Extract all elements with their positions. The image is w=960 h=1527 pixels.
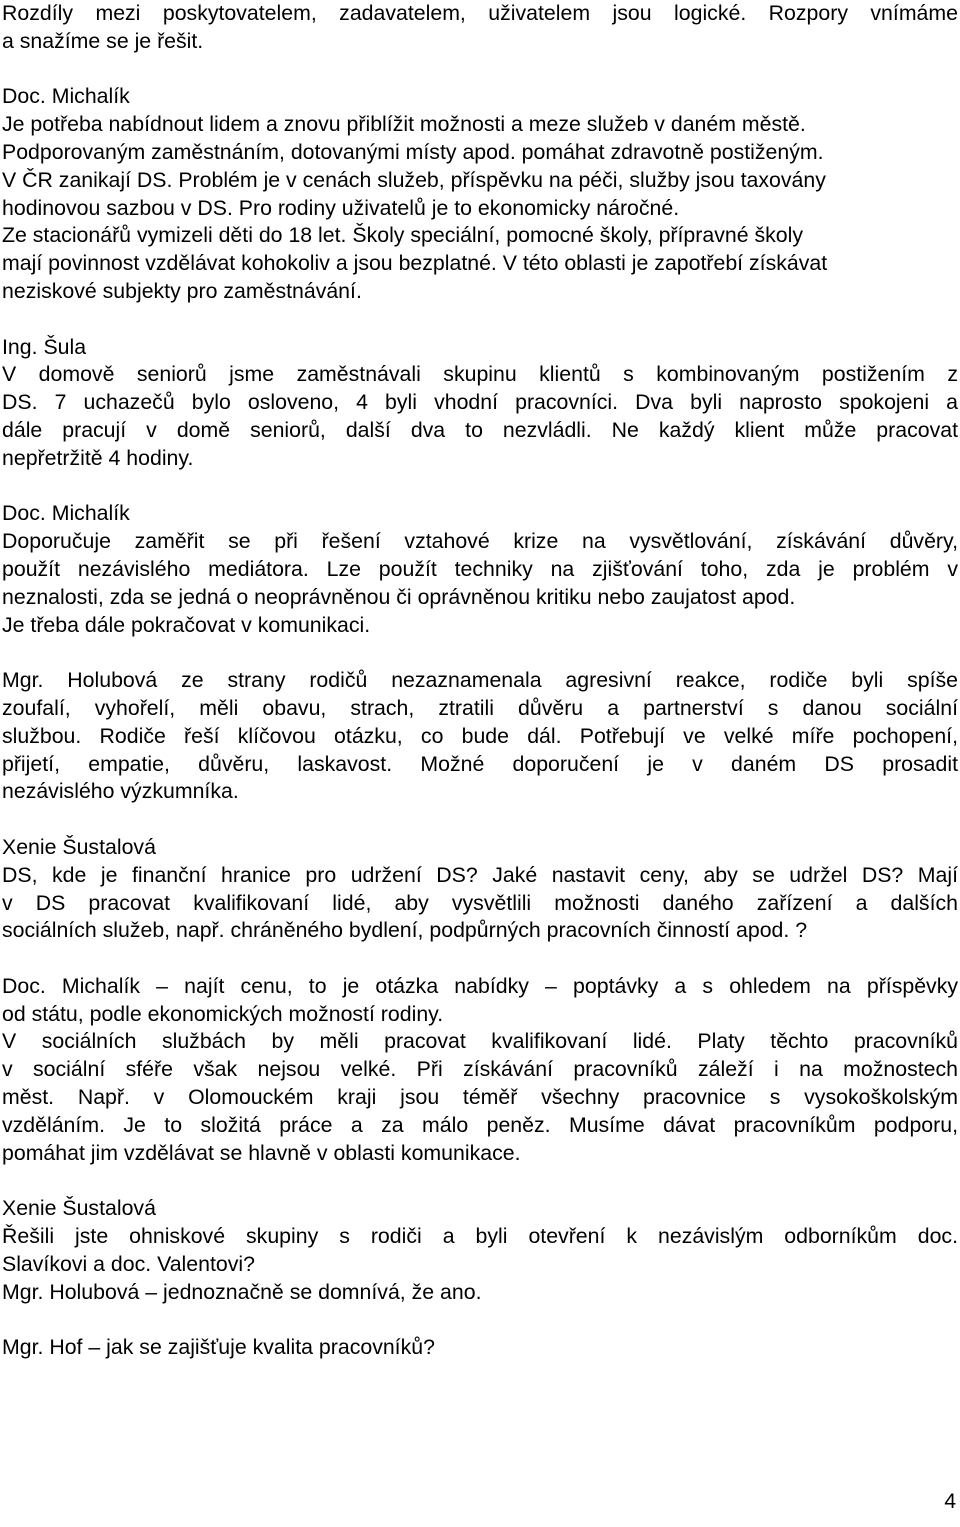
text-line: zoufalí, vyhořelí, měli obavu, strach, ztratili důvěru a partnerství s danou sociální (2, 695, 958, 720)
text-line: pomáhat jim vzdělávat se hlavně v oblasti komunikace. (2, 1140, 521, 1165)
paragraph-gap (2, 1306, 958, 1334)
text-line: sociálních služeb, např. chráněného bydlení, podpůrných pracovních činností apod. ? (2, 918, 808, 943)
paragraph-gap (2, 473, 958, 501)
text-line: měst. Např. v Olomouckém kraji jsou téměř všechny pracovnice s vysokoškolským (2, 1085, 958, 1110)
paragraph-gap (2, 945, 958, 973)
text-line: Doporučuje zaměřit se při řešení vztahové krize na vysvětlování, získávání důvěry, (2, 529, 958, 554)
text-line: a snažíme se je řešit. (2, 28, 204, 53)
text-line: V domově seniorů jsme zaměstnávali skupinu klientů s kombinovaným postižením z (2, 362, 958, 387)
text-line: použít nezávislého mediátora. Lze použít techniky na zjišťování toho, zda je problém v (2, 556, 958, 581)
text-line: Doc. Michalík – najít cenu, to je otázka nabídky – poptávky a s ohledem na příspěvky (2, 973, 958, 998)
text-line: mají povinnost vzdělávat kohokoliv a jsou bezplatné. V této oblasti je zapotřebí získávat (2, 251, 828, 276)
text-line: neziskové subjekty pro zaměstnávání. (2, 278, 362, 303)
paragraph-sustalova-2 (2, 1195, 958, 1306)
text-line: dále pracují v domě seniorů, další dva to nezvládli. Ne každý klient může pracovat (2, 417, 958, 442)
text-line: Řešili jste ohniskové skupiny s rodiči a byli otevření k nezávislým odborníkům doc. (2, 1224, 958, 1249)
paragraph-sustalova-1 (2, 834, 958, 945)
paragraph-michalik-2 (2, 500, 958, 639)
paragraph-michalik-3 (2, 973, 958, 1168)
page-number: 4 (944, 1490, 956, 1513)
paragraph-gap (2, 56, 958, 84)
text-line: V sociálních službách by měli pracovat kvalifikovaní lidé. Platy těchto pracovníků (2, 1029, 958, 1054)
text-line: neznalosti, zda se jedná o neoprávněnou či oprávněnou kritiku nebo zaujatost apod. (2, 584, 796, 609)
text-line: přijetí, empatie, důvěru, laskavost. Možné doporučení je v daném DS prosadit (2, 751, 958, 776)
text-line: hodinovou sazbou v DS. Pro rodiny uživatelů je to ekonomicky náročné. (2, 195, 680, 220)
speaker-name: Xenie Šustalová (2, 834, 156, 859)
text-line: službou. Rodiče řeší klíčovou otázku, co bude dál. Potřebují ve velké míře pochopení, (2, 723, 958, 748)
text-line: V ČR zanikají DS. Problém je v cenách služeb, příspěvku na péči, služby jsou taxovány (2, 167, 826, 192)
text-line: Mgr. Hof – jak se zajišťuje kvalita pracovníků? (2, 1335, 435, 1360)
text-line: DS. 7 uchazečů bylo osloveno, 4 byli vhodní pracovníci. Dva byli naprosto spokojeni a (2, 390, 958, 415)
paragraph-michalik-1 (2, 83, 958, 305)
text-line: v sociální sféře však nejsou velké. Při získávání pracovníků záleží i na možnostech (2, 1057, 958, 1082)
text-line: v DS pracovat kvalifikovaní lidé, aby vysvětlili možnosti daného zařízení a dalších (2, 890, 958, 915)
paragraph-intro (2, 0, 958, 56)
text-line: Je potřeba nabídnout lidem a znovu přiblížit možnosti a meze služeb v daném městě. (2, 112, 806, 137)
text-line: Podporovaným zaměstnáním, dotovanými místy apod. pomáhat zdravotně postiženým. (2, 139, 824, 164)
text-line: Rozdíly mezi poskytovatelem, zadavatelem, uživatelem jsou logické. Rozpory vnímáme (2, 1, 958, 25)
text-line: vzděláním. Je to složitá práce a za málo peněz. Musíme dávat pracovníkům podporu, (2, 1112, 958, 1137)
text-line: nepřetržitě 4 hodiny. (2, 445, 194, 470)
speaker-name: Doc. Michalík (2, 501, 130, 526)
speaker-name: Doc. Michalík (2, 84, 130, 109)
text-line: Je třeba dále pokračovat v komunikaci. (2, 612, 371, 637)
text-line: Mgr. Holubová ze strany rodičů nezaznamenala agresivní reakce, rodiče byli spíše (2, 668, 958, 693)
paragraph-sula (2, 334, 958, 473)
text-line: Ze stacionářů vymizeli děti do 18 let. Školy speciální, pomocné školy, přípravné školy (2, 223, 803, 248)
text-line: Slavíkovi a doc. Valentovi? (2, 1251, 255, 1276)
document-body (2, 0, 958, 1362)
paragraph-gap (2, 806, 958, 834)
text-line: od státu, podle ekonomických možností rodiny. (2, 1001, 444, 1026)
paragraph-gap (2, 306, 958, 334)
speaker-name: Xenie Šustalová (2, 1196, 156, 1221)
paragraph-gap (2, 639, 958, 667)
text-line: nezávislého výzkumníka. (2, 779, 239, 804)
paragraph-gap (2, 1167, 958, 1195)
paragraph-hof (2, 1334, 958, 1362)
text-line: DS, kde je finanční hranice pro udržení DS? Jaké nastavit ceny, aby se udržel DS? Mají (2, 862, 958, 887)
text-line: Mgr. Holubová – jednoznačně se domnívá, že ano. (2, 1279, 482, 1304)
speaker-name: Ing. Šula (2, 334, 87, 359)
paragraph-holubova (2, 667, 958, 806)
